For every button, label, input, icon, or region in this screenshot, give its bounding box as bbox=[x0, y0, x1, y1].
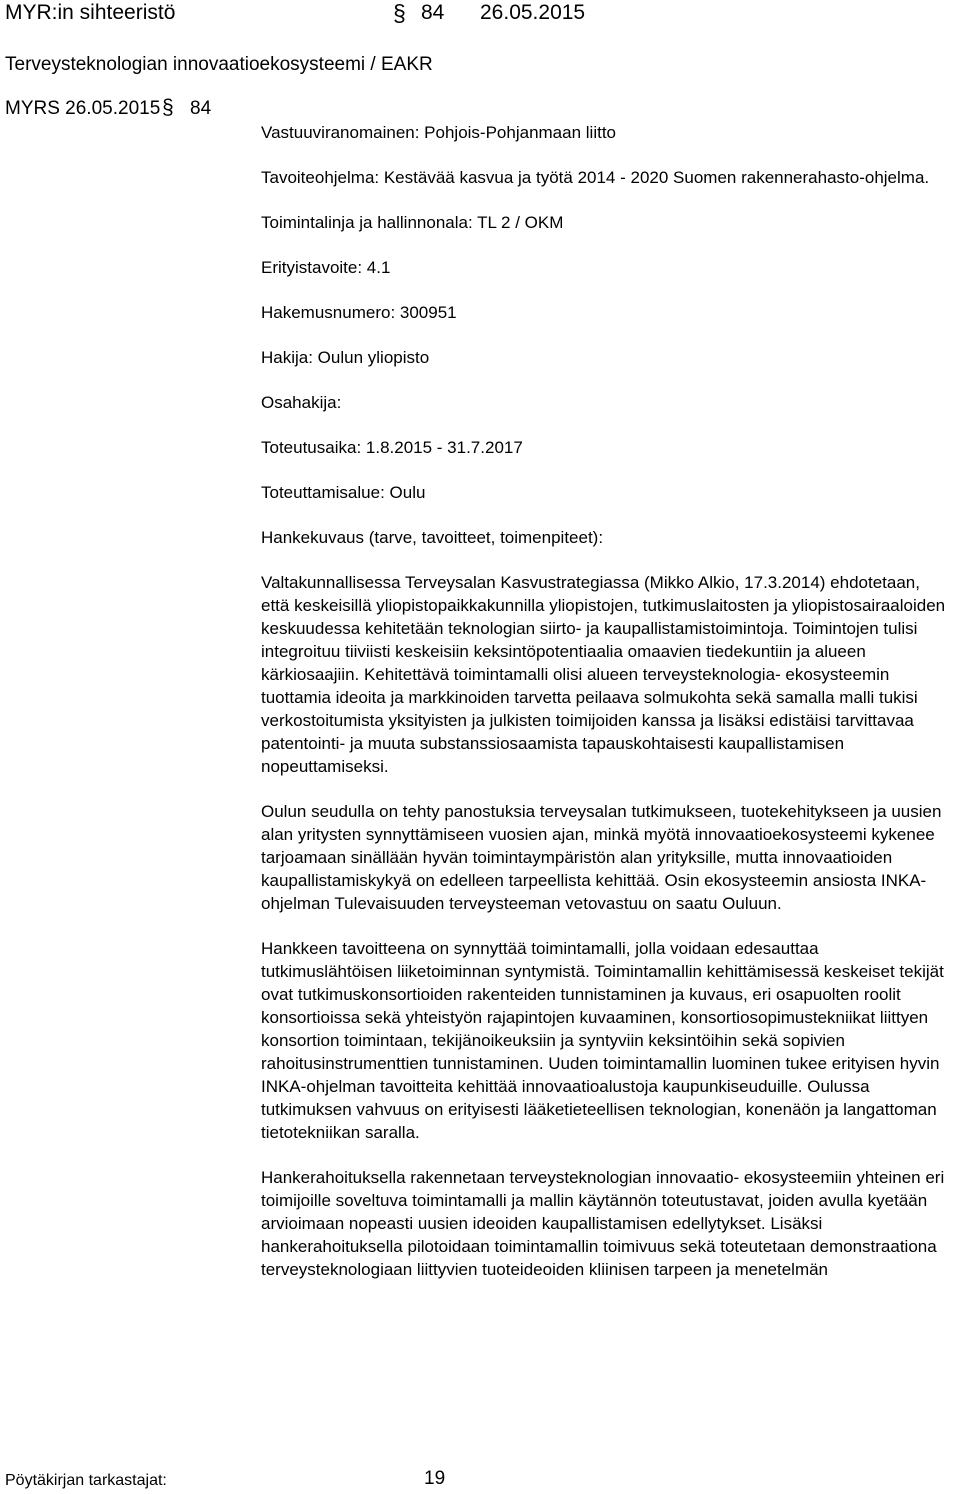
meta-erityistavoite: Erityistavoite: 4.1 bbox=[261, 258, 391, 277]
body-paragraph: Hankerahoituksella rakennetaan terveysteknologian innovaatio- ekosysteemiin yhteinen eri toimijoille soveltuva toimintamalli ja mallin käytännön toteutustavat, joiden avulla kyetään arvioimaan nopeasti uusien ideoiden kaupallistamisen edellytykset. Lisäksi hankerahoituksella pilotoidaan toimintamallin toimivuus sekä toteutetaan demonstraationa terveysteknologiaan liittyvien tuoteideoiden kliinisen tarpeen ja menetelmän bbox=[261, 1168, 945, 1279]
meta-toteuttamisalue: Toteuttamisalue: Oulu bbox=[261, 483, 426, 502]
meta-hakemusnumero: Hakemusnumero: 300951 bbox=[261, 303, 457, 322]
meta-vastuuviranomainen: Vastuuviranomainen: Pohjois-Pohjanmaan liitto bbox=[261, 123, 616, 142]
reference-number: 84 bbox=[190, 98, 212, 119]
body-paragraph: Valtakunnallisessa Terveysalan Kasvustrategiassa (Mikko Alkio, 17.3.2014) ehdotetaan, että keskeisillä yliopistopaikkakunnilla yliopistojen, tutkimuslaitosten ja yliopistosairaaloiden keskuudessa kehitetään teknologian siirto- ja kaupallistamistoimintoja. Toimintojen tulisi integroituu tiiviisti keskeisiin keksintöpotentiaalia omaavien tiedekuntiin ja alueen kärkiosaajiin. Kehitettävä toimintamalli olisi alueen terveysteknologia- ekosysteemin tuottamia ideoita ja markkinoiden tarvetta peilaava solmukohta sekä samalla malli tukisi verkostoitumista yksityisten ja julkisten toimijoiden kanssa ja lisäksi edistäisi tarvittavaa patentointi- ja muuta substanssiosaamista tapauskohtaisesti kaupallistamisen nopeuttamiseksi. bbox=[261, 573, 946, 776]
meeting-date: 26.05.2015 bbox=[480, 1, 586, 24]
organization-name: MYR:in sihteeristö bbox=[5, 1, 176, 24]
section-number: 84 bbox=[421, 1, 445, 24]
section-sign-icon: § bbox=[393, 0, 406, 26]
section-sign-icon: § bbox=[162, 96, 174, 119]
page-number: 19 bbox=[424, 1468, 446, 1489]
footer-reviewers-label: Pöytäkirjan tarkastajat: bbox=[5, 1472, 167, 1489]
body-paragraph: Oulun seudulla on tehty panostuksia terveysalan tutkimukseen, tuotekehitykseen ja uusien alan yritysten synnyttämiseen vuosien ajan, minkä myötä innovaatioekosysteemi kykenee tarjoamaan sinällään hyvän toimintaympäristön alan yrityksille, mutta innovaatioiden kaupallistamiskykyä on edelleen tarpeellista kehittää. Osin ekosysteemin ansiosta INKA-ohjelman Tulevaisuuden terveysteeman vetovastuu on saatu Ouluun. bbox=[261, 802, 942, 913]
meta-toimintalinja: Toimintalinja ja hallinnonala: TL 2 / OKM bbox=[261, 213, 564, 232]
body-content bbox=[261, 121, 953, 1303]
meta-hankekuvaus: Hankekuvaus (tarve, tavoitteet, toimenpiteet): bbox=[261, 528, 604, 547]
agenda-item-title: Terveysteknologian innovaatioekosysteemi / EAKR bbox=[5, 54, 433, 75]
reference-label: MYRS 26.05.2015 bbox=[5, 98, 161, 119]
meta-osahakija: Osahakija: bbox=[261, 393, 342, 412]
body-paragraph: Hankkeen tavoitteena on synnyttää toimintamalli, jolla voidaan edesauttaa tutkimuslähtöisen liiketoiminnan syntymistä. Toimintamallin kehittämisessä keskeiset tekijät ovat tutkimuskonsortioiden rakenteiden tunnistaminen ja kuvaus, eri osapuolten roolit konsortioissa sekä yhteistyön rajapintojen kuvaaminen, konsortiosopimustekniikat liittyen konsortion toimintaan, tekijänoikeuksiin ja syntyviin keksintöihin sekä sopivien rahoitusinstrumenttien tunnistaminen. Uuden toimintamallin luominen tukee erityisen hyvin INKA-ohjelman tavoitteita kehittää innovaatioalustoja kaupunkiseuduille. Oulussa tutkimuksen vahvuus on erityisesti lääketieteellisen teknologian, konenäön ja langattoman tietotekniikan saralla. bbox=[261, 939, 944, 1142]
meta-toteutusaika: Toteutusaika: 1.8.2015 - 31.7.2017 bbox=[261, 438, 523, 457]
meta-hakija: Hakija: Oulun yliopisto bbox=[261, 348, 430, 367]
meta-tavoiteohjelma: Tavoiteohjelma: Kestävää kasvua ja työtä 2014 - 2020 Suomen rakennerahasto-ohjelma. bbox=[261, 168, 930, 187]
